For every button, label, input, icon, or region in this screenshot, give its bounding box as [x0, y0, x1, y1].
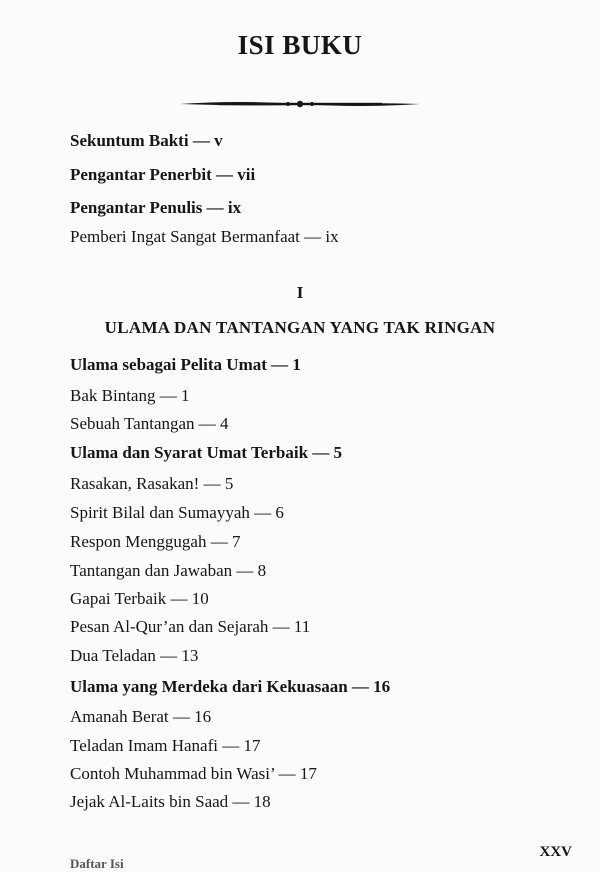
toc-entry[interactable]: Ulama sebagai Pelita Umat — 1: [70, 355, 301, 374]
toc-entry[interactable]: Jejak Al-Laits bin Saad — 18: [70, 792, 271, 811]
toc-entry[interactable]: Gapai Terbaik — 10: [70, 589, 209, 608]
page-number: XXV: [539, 844, 572, 860]
toc-entry[interactable]: Pesan Al-Qur’an dan Sejarah — 11: [70, 617, 311, 636]
toc-entry-front-1[interactable]: Sekuntum Bakti — v: [70, 131, 223, 150]
toc-entry[interactable]: Tantangan dan Jawaban — 8: [70, 561, 267, 580]
toc-entry[interactable]: Teladan Imam Hanafi — 17: [70, 736, 261, 755]
page-title: ISI BUKU: [237, 30, 363, 60]
toc-entry[interactable]: Ulama yang Merdeka dari Kekuasaan — 16: [70, 677, 391, 696]
toc-entry-front-2[interactable]: Pengantar Penerbit — vii: [70, 165, 256, 184]
toc-entry[interactable]: Ulama dan Syarat Umat Terbaik — 5: [70, 443, 343, 462]
section-title: ULAMA DAN TANTANGAN YANG TAK RINGAN: [104, 318, 496, 337]
toc-entry-front-4[interactable]: Pemberi Ingat Sangat Bermanfaat — ix: [70, 227, 339, 246]
toc-entry[interactable]: Spirit Bilal dan Sumayyah — 6: [70, 503, 284, 522]
toc-entry[interactable]: Amanah Berat — 16: [70, 707, 212, 726]
divider-ornament-icon: [178, 94, 422, 114]
toc-entry[interactable]: Sebuah Tantangan — 4: [70, 414, 229, 433]
toc-entry[interactable]: Bak Bintang — 1: [70, 386, 190, 405]
toc-entry-front-3[interactable]: Pengantar Penulis — ix: [70, 198, 242, 217]
section-number: I: [296, 283, 304, 302]
footer-fragment: Daftar Isi: [70, 856, 124, 871]
toc-entry[interactable]: Dua Teladan — 13: [70, 646, 199, 665]
toc-entry[interactable]: Contoh Muhammad bin Wasi’ — 17: [70, 764, 317, 783]
toc-entry[interactable]: Rasakan, Rasakan! — 5: [70, 474, 234, 493]
toc-entry[interactable]: Respon Menggugah — 7: [70, 532, 241, 551]
